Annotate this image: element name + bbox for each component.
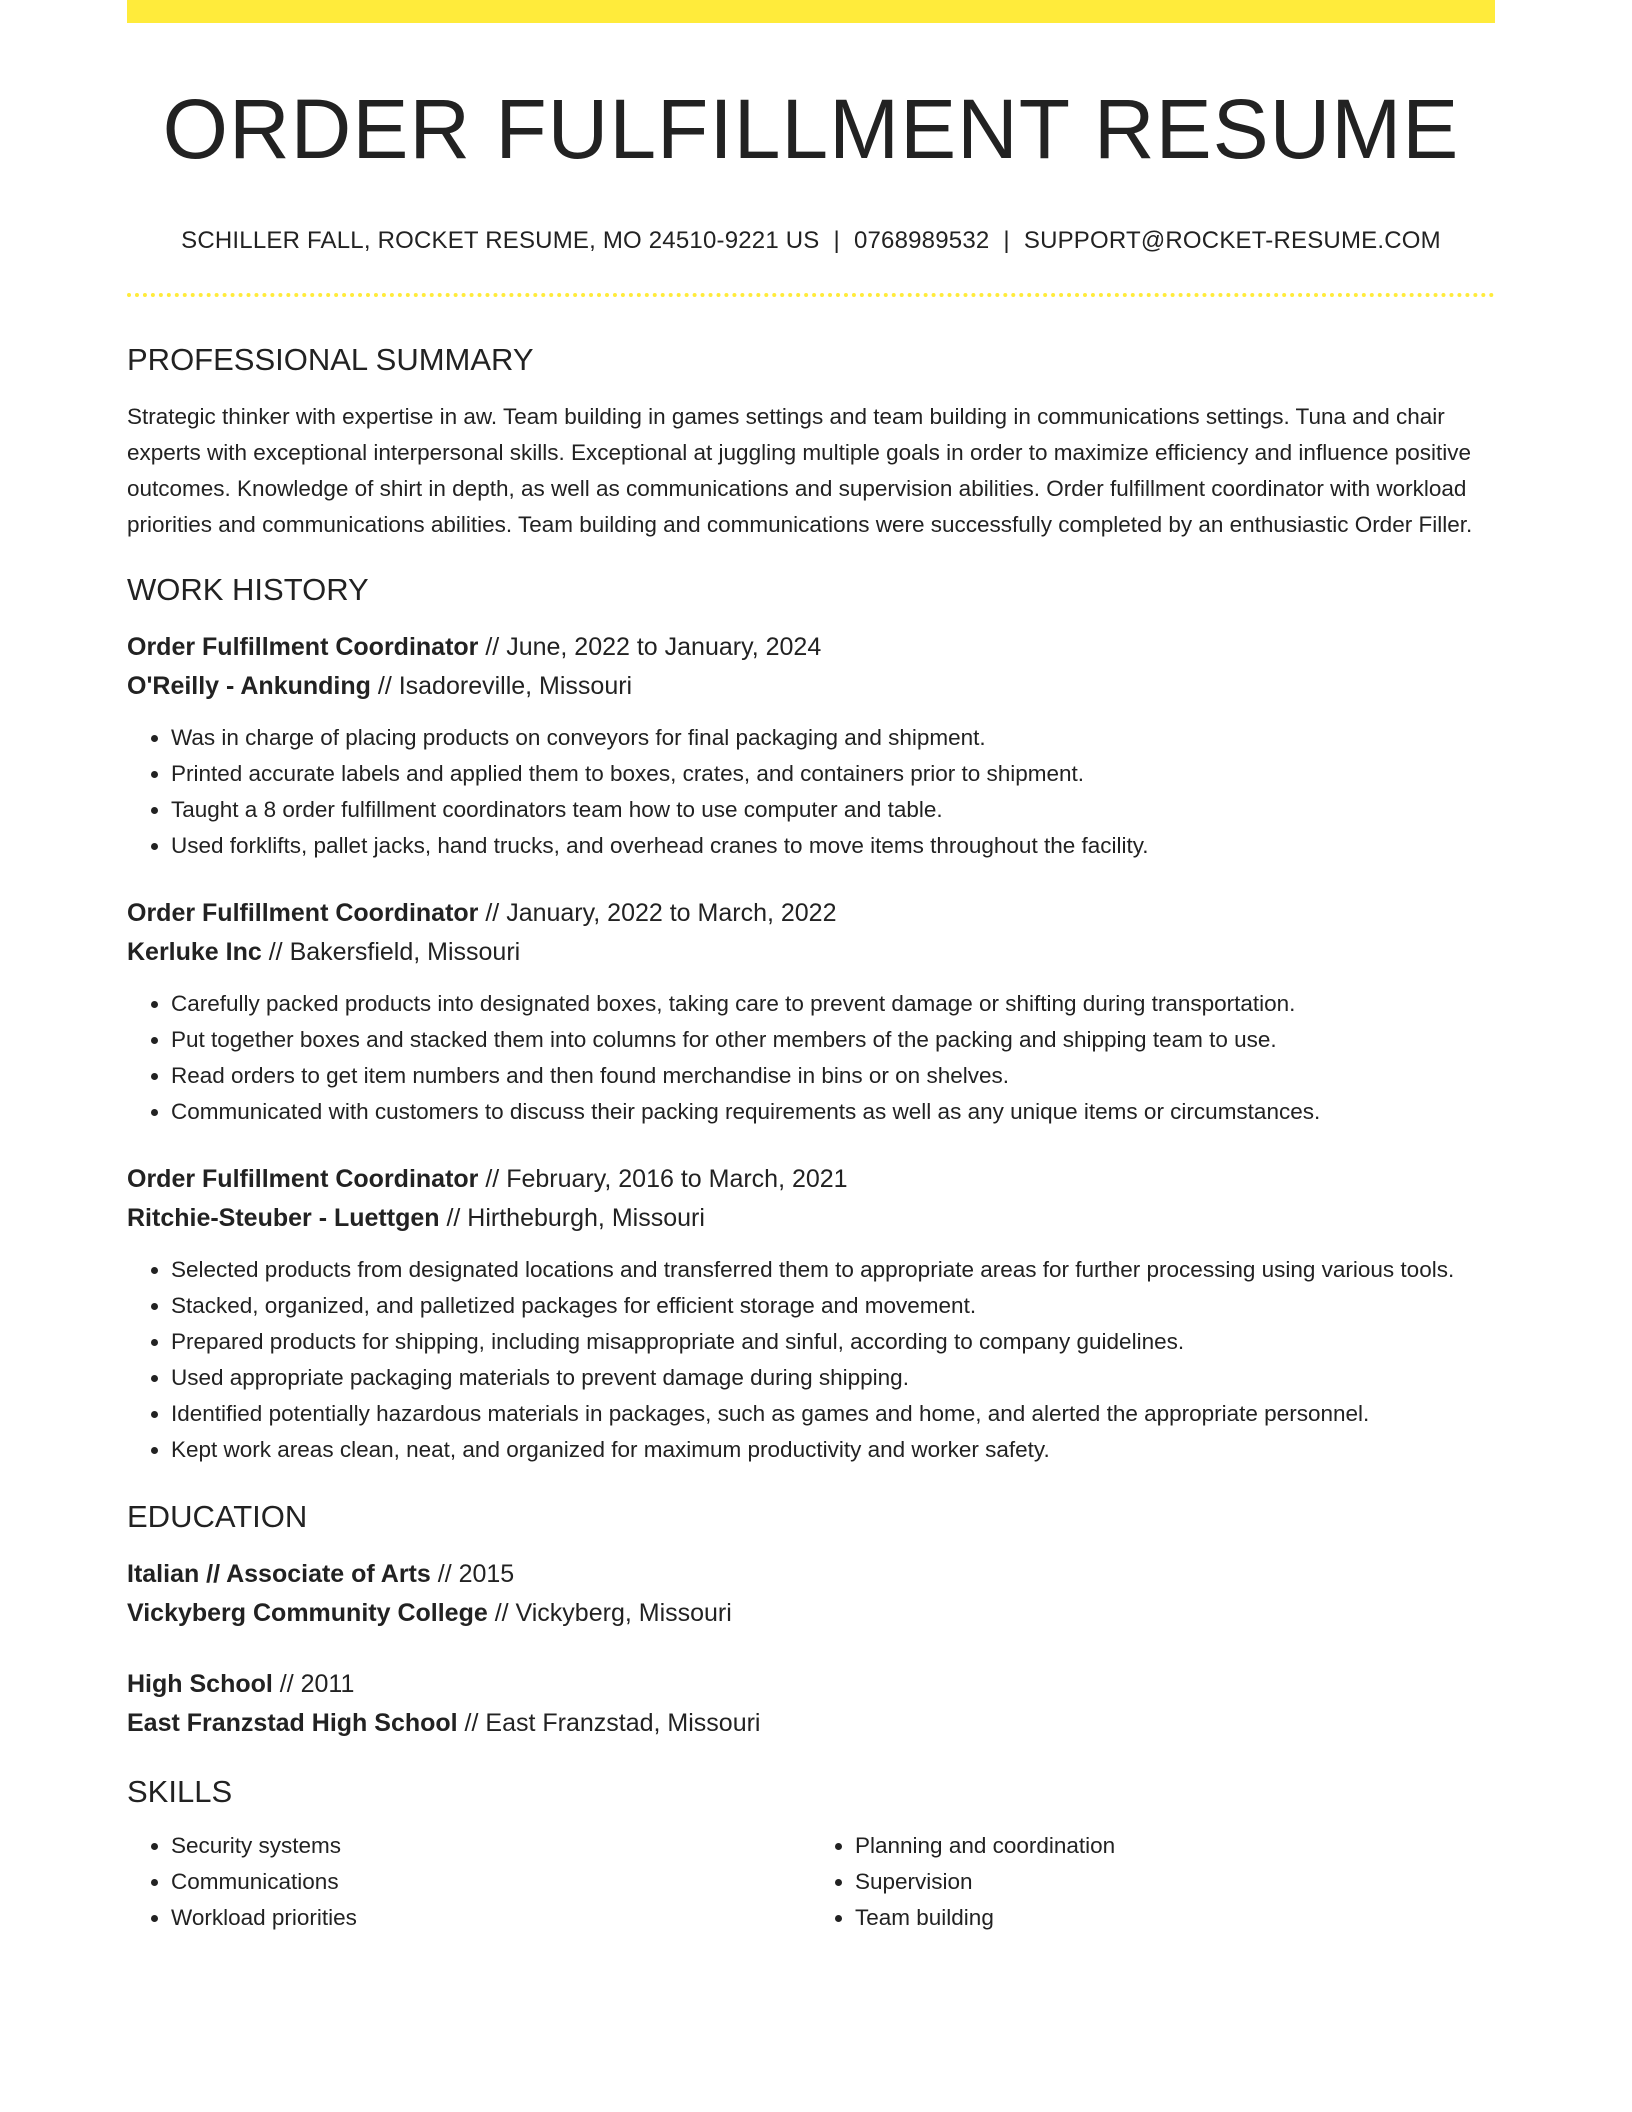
list-item: • Kept work areas clean, neat, and organized for maximum productivity and worker safety. — [171, 1432, 1495, 1468]
skills-list-right — [811, 1828, 1495, 1936]
list-item: • Prepared products for shipping, including misappropriate and sinful, according to company guidelines. — [171, 1324, 1495, 1360]
school-name: Vickyberg Community College — [127, 1598, 488, 1627]
skills-list-left — [127, 1828, 811, 1936]
job-bullets — [127, 1252, 1495, 1468]
job-title: Order Fulfillment Coordinator — [127, 898, 479, 927]
job-entry — [127, 628, 1495, 864]
skill-item: • Supervision — [855, 1864, 1495, 1900]
list-item: • Communicated with customers to discuss their packing requirements as well as any unique items or circumstances. — [171, 1094, 1495, 1130]
skills-heading: SKILLS — [127, 1773, 233, 1809]
list-item: • Read orders to get item numbers and then found merchandise in bins or on shelves. — [171, 1058, 1495, 1094]
job-title-line — [127, 1160, 1495, 1199]
resume-title: ORDER FULFILLMENT RESUME — [162, 82, 1460, 176]
job-entry — [127, 894, 1495, 1130]
contact-email: SUPPORT@ROCKET-RESUME.COM — [1023, 227, 1441, 255]
school-location: // East Franzstad, Missouri — [457, 1708, 761, 1737]
list-item: • Put together boxes and stacked them into columns for other members of the packing and shipping team to use. — [171, 1022, 1495, 1058]
school-line — [127, 1704, 1495, 1743]
list-item: • Was in charge of placing products on conveyors for final packaging and shipment. — [171, 720, 1495, 756]
job-title: Order Fulfillment Coordinator — [127, 632, 479, 661]
degree: Italian // Associate of Arts — [127, 1559, 431, 1588]
education-entry — [127, 1665, 1495, 1743]
job-company-line — [127, 933, 1495, 972]
degree: High School — [127, 1669, 273, 1698]
job-company: Ritchie-Steuber - Luettgen — [127, 1203, 440, 1232]
education-heading: EDUCATION — [127, 1498, 308, 1534]
dotted-divider — [127, 293, 1495, 297]
job-entry — [127, 1160, 1495, 1468]
contact-line — [127, 227, 1495, 255]
skill-item: • Team building — [855, 1900, 1495, 1936]
summary-text: Strategic thinker with expertise in aw. Team building in games settings and team building in communications settings. Tuna and chair experts with exceptional interpersonal skills. Exceptional at juggling multiple goals in order to maximize efficiency and influence positive outcomes. Knowledge of shirt in depth, as well as communications and supervision abilities. Order fulfillment coordinator with workload priorities and communications abilities. Team building and communications were successfully completed by an enthusiastic Order Filler. — [127, 403, 1473, 537]
list-item: • Taught a 8 order fulfillment coordinators team how to use computer and table. — [171, 792, 1495, 828]
job-title-line — [127, 894, 1495, 933]
job-bullets — [127, 720, 1495, 864]
list-item: • Identified potentially hazardous materials in packages, such as games and home, and alerted the appropriate personnel. — [171, 1396, 1495, 1432]
job-dates: // February, 2016 to March, 2021 — [478, 1164, 848, 1193]
skill-item: • Planning and coordination — [855, 1828, 1495, 1864]
job-company: Kerluke Inc — [127, 937, 262, 966]
job-bullets — [127, 986, 1495, 1130]
education-entry — [127, 1555, 1495, 1633]
skill-item: • Security systems — [171, 1828, 811, 1864]
school-line — [127, 1594, 1495, 1633]
list-item: • Selected products from designated locations and transferred them to appropriate areas for further processing using various tools. — [171, 1252, 1495, 1288]
job-location: // Hirtheburgh, Missouri — [439, 1203, 705, 1232]
job-location: // Bakersfield, Missouri — [261, 937, 521, 966]
list-item: • Printed accurate labels and applied them to boxes, crates, and containers prior to shipment. — [171, 756, 1495, 792]
school-location: // Vickyberg, Missouri — [487, 1598, 732, 1627]
list-item: • Stacked, organized, and palletized packages for efficient storage and movement. — [171, 1288, 1495, 1324]
summary-heading: PROFESSIONAL SUMMARY — [127, 342, 534, 378]
contact-separator: | — [1003, 227, 1010, 255]
graduation-year: // 2011 — [272, 1669, 355, 1698]
job-company-line — [127, 667, 1495, 706]
job-dates: // January, 2022 to March, 2022 — [478, 898, 837, 927]
list-item: • Carefully packed products into designated boxes, taking care to prevent damage or shifting during transportation. — [171, 986, 1495, 1022]
school-name: East Franzstad High School — [127, 1708, 458, 1737]
job-company: O'Reilly - Ankunding — [127, 671, 371, 700]
job-company-line — [127, 1199, 1495, 1238]
contact-separator: | — [833, 227, 840, 255]
job-title: Order Fulfillment Coordinator — [127, 1164, 479, 1193]
work-history-heading: WORK HISTORY — [127, 571, 369, 607]
degree-line — [127, 1555, 1495, 1594]
job-dates: // June, 2022 to January, 2024 — [478, 632, 822, 661]
job-location: // Isadoreville, Missouri — [370, 671, 633, 700]
skill-item: • Communications — [171, 1864, 811, 1900]
list-item: • Used appropriate packaging materials to prevent damage during shipping. — [171, 1360, 1495, 1396]
list-item: • Used forklifts, pallet jacks, hand trucks, and overhead cranes to move items throughout the facility. — [171, 828, 1495, 864]
accent-bar — [127, 0, 1495, 23]
resume-page — [127, 0, 1495, 1936]
job-title-line — [127, 628, 1495, 667]
contact-phone: 0768989532 — [853, 227, 990, 255]
skill-item: • Workload priorities — [171, 1900, 811, 1936]
degree-line — [127, 1665, 1495, 1704]
graduation-year: // 2015 — [430, 1559, 515, 1588]
contact-address: SCHILLER FALL, ROCKET RESUME, MO 24510-9221 US — [181, 227, 820, 255]
skills-columns — [127, 1828, 1495, 1936]
